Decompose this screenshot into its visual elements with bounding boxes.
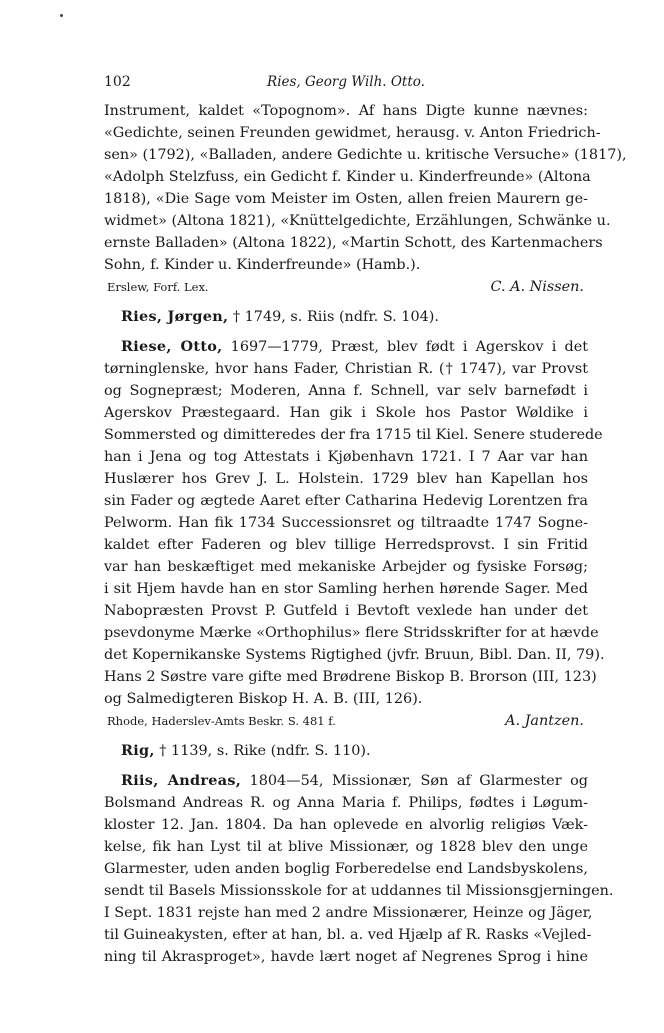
- text-line: I Sept. 1831 rejste han med 2 andre Missionærer, Heinze og Jäger,: [104, 905, 593, 921]
- text-line: Pelworm. Han fik 1734 Successionsret og tiltraadte 1747 Sogne-: [104, 515, 588, 531]
- stray-ink-dot: [60, 14, 63, 17]
- text-line: ernste Balladen» (Altona 1822), «Martin Schott, des Kartenmachers: [104, 235, 603, 251]
- text-line: Nabopræsten Provst P. Gutfeld i Bevtoft vexlede han under det: [104, 603, 588, 619]
- text-line: Sohn, f. Kinder u. Kinderfreunde» (Hamb.).: [104, 257, 421, 273]
- entry-riese-otto: [104, 336, 605, 732]
- cross-reference-text: † 1139, s. Rike (ndfr. S. 110).: [154, 743, 371, 759]
- entry-name: Riis, Andreas,: [121, 772, 242, 789]
- page-number: 102: [104, 74, 131, 90]
- text-line: sin Fader og ægtede Aaret efter Catharina Hedevig Lorentzen fra: [104, 493, 588, 509]
- entry-continuation: [104, 100, 627, 298]
- text-line: 1818), «Die Sage vom Meister im Osten, allen freien Maurern ge-: [104, 191, 588, 207]
- cross-reference-text: † 1749, s. Riis (ndfr. S. 104).: [228, 309, 439, 325]
- text-line: sen» (1792), «Balladen, andere Gedichte u. kritische Versuche» (1817),: [104, 147, 627, 163]
- text-line: sendt til Basels Missionsskole for at uddannes til Missionsgjerningen.: [104, 883, 614, 899]
- text-line: han i Jena og tog Attestats i Kjøbenhavn 1721. I 7 Aar var han: [104, 449, 588, 465]
- text-line: Sommersted og dimitteredes der fra 1715 til Kiel. Senere studerede: [104, 427, 603, 443]
- text-line: var han beskæftiget med mekaniske Arbejder og fysiske Forsøg;: [104, 559, 588, 575]
- text-line: Hans 2 Søstre vare gifte med Brødrene Biskop B. Brorson (III, 123): [104, 669, 597, 685]
- cross-reference: [104, 740, 588, 762]
- text-line: kloster 12. Jan. 1804. Da han oplevede en alvorlig religiøs Væk-: [104, 817, 588, 833]
- text-line: «Gedichte, seinen Freunden gewidmet, herausg. v. Anton Friedrich-: [104, 125, 601, 141]
- text-line: widmet» (Altona 1821), «Knüttelgedichte, Erzählungen, Schwänke u.: [104, 213, 611, 229]
- author-signature: C. A. Nissen.: [490, 279, 584, 295]
- entry-riis-andreas: [104, 770, 614, 968]
- text-line: kelse, fik han Lyst til at blive Missionær, og 1828 blev den unge: [104, 839, 588, 855]
- text-line: kaldet efter Faderen og blev tillige Herredsprovst. I sin Fritid: [104, 537, 588, 553]
- text-line: Huslærer hos Grev J. L. Holstein. 1729 blev han Kapellan hos: [104, 471, 588, 487]
- text-line: og Sognepræst; Moderen, Anna f. Schnell, var selv barnefødt i: [104, 383, 588, 399]
- body-text: [104, 100, 627, 968]
- text-line: 1804—54, Missionær, Søn af Glarmester og: [241, 773, 588, 789]
- page-header: [104, 74, 588, 94]
- text-line: Bolsmand Andreas R. og Anna Maria f. Philips, fødtes i Løgum-: [104, 795, 588, 811]
- text-line: i sit Hjem havde han en stor Samling herhen hørende Sager. Med: [104, 581, 588, 597]
- source-reference: Rhode, Haderslev-Amts Beskr. S. 481 f.: [107, 714, 336, 728]
- text-line: til Guineakysten, efter at han, bl. a. ved Hjælp af R. Rasks «Vejled-: [104, 927, 592, 943]
- source-row: [104, 276, 588, 298]
- text-line: psevdonyme Mærke «Orthophilus» flere Stridsskrifter for at hævde: [104, 625, 599, 641]
- text-line: og Salmedigteren Biskop H. A. B. (III, 126).: [104, 691, 423, 707]
- text-line: ning til Akrasproget», havde lært noget af Negrenes Sprog i hine: [104, 949, 588, 965]
- source-row: [104, 710, 588, 732]
- text-line: «Adolph Stelzfuss, ein Gedicht f. Kinder u. Kinderfreunde» (Altona: [104, 169, 591, 185]
- text-line: Glarmester, uden anden boglig Forberedelse end Landsbyskolens,: [104, 861, 588, 877]
- text-line: 1697—1779, Præst, blev født i Agerskov i det: [222, 339, 588, 355]
- cross-reference: [104, 306, 588, 328]
- entry-name: Ries, Jørgen,: [121, 308, 229, 325]
- text-line: det Kopernikanske Systems Rigtighed (jvfr. Bruun, Bibl. Dan. II, 79).: [104, 647, 605, 663]
- running-head: Ries, Georg Wilh. Otto.: [267, 74, 425, 90]
- text-line: tørninglenske, hvor hans Fader, Christian R. († 1747), var Provst: [104, 361, 588, 377]
- entry-name: Rig,: [121, 742, 155, 759]
- entry-name: Riese, Otto,: [121, 338, 223, 355]
- author-signature: A. Jantzen.: [505, 713, 584, 729]
- text-line: Instrument, kaldet «Topognom». Af hans Digte kunne nævnes:: [104, 103, 588, 119]
- text-line: Agerskov Præstegaard. Han gik i Skole hos Pastor Wøldike i: [104, 405, 588, 421]
- source-reference: Erslew, Forf. Lex.: [107, 280, 209, 294]
